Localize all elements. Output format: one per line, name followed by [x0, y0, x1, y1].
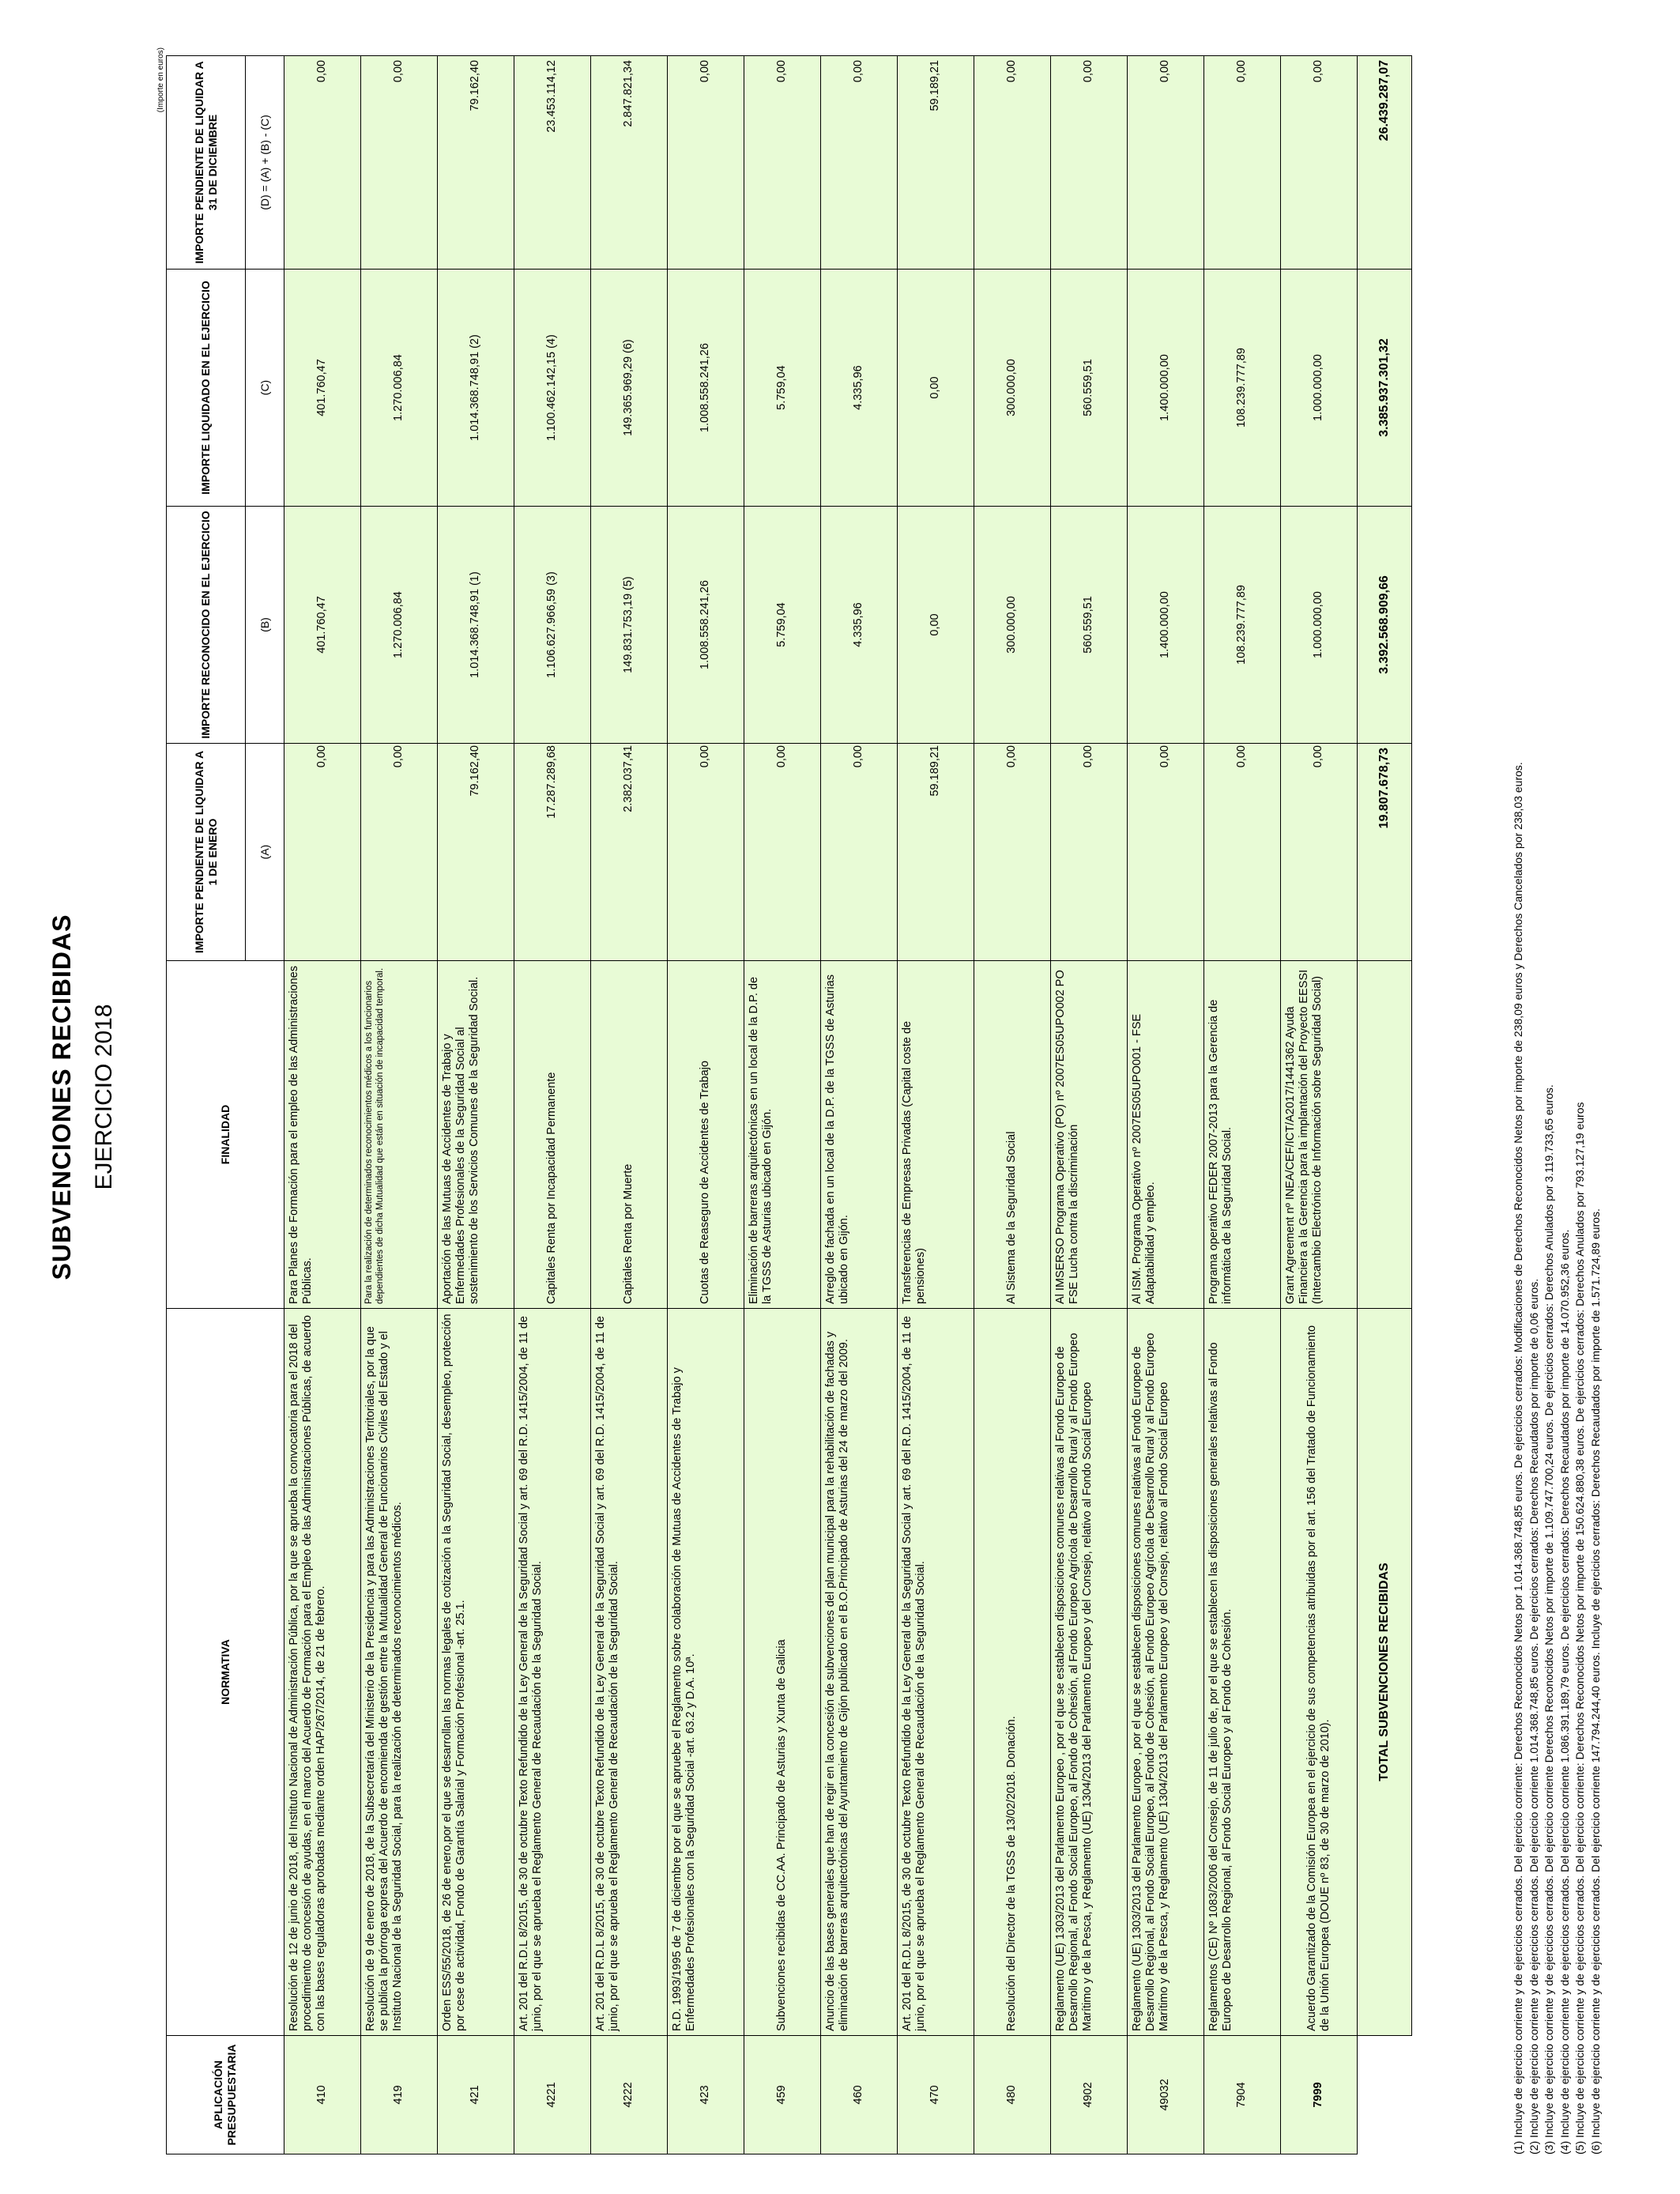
cell-amount-c: 149.365.969,29 (6) [591, 270, 668, 507]
cell-amount-c: 4.335,96 [821, 270, 898, 507]
cell-amount-d: 0,00 [361, 56, 438, 270]
cell-finalidad: Transferencias de Empresas Privadas (Capital coste de pensiones) [898, 961, 974, 1309]
cell-amount-b: 1.008.558.241,26 [668, 507, 744, 744]
cell-normativa: Art. 201 del R.D.L 8/2015, de 30 de octubre Texto Refundido de la Ley General de la Seguridad Social y art. 69 del R.D. 1415/2004, de 11 de junio, por el que se aprueba el Reglamento General de Recaudación de la Seguridad Social. [514, 1309, 591, 2036]
cell-amount-d: 0,00 [974, 56, 1051, 270]
total-amount-d: 26.439.287,07 [1358, 56, 1412, 270]
cell-amount-b: 149.831.753,19 (5) [591, 507, 668, 744]
table-row [668, 56, 744, 2154]
cell-amount-b: 300.000,00 [974, 507, 1051, 744]
cell-amount-c: 108.239.777,89 [1204, 270, 1281, 507]
cell-amount-b: 1.014.368.748,91 (1) [438, 507, 514, 744]
cell-amount-d: 0,00 [1204, 56, 1281, 270]
page-subtitle: EJERCICIO 2018 [91, 1004, 117, 1190]
cell-amount-a: 0,00 [1204, 744, 1281, 961]
total-amount-b: 3.392.568.909,66 [1358, 507, 1412, 744]
cell-amount-a: 0,00 [284, 744, 361, 961]
cell-amount-c: 0,00 [898, 270, 974, 507]
cell-amount-d: 0,00 [1128, 56, 1204, 270]
header-col-b: IMPORTE RECONOCIDO EN EL EJERCICIO [167, 507, 246, 744]
cell-normativa: Subvenciones recibidas de CC.AA. Principado de Asturias y Xunta de Galicia [744, 1309, 821, 2036]
footnote: (5) Incluye de ejercicio corriente y de ejercicios cerrados. Del ejercicio corriente: Derechos Reconocidos Netos por importe de 150.624.880,38 euros. De ejercicios cerrados: Derechos Anulados por 793.127,19 euros [1573, 1102, 1586, 2154]
cell-amount-d: 0,00 [1051, 56, 1128, 270]
cell-normativa: Reglamentos (CE) Nº 1083/2006 del Consejo, de 11 de julio de, por el que se establecen las disposiciones generales relativas al Fondo Europeo de Desarrollo Regional, al Fondo Social Europeo y al Fondo de Cohesión. [1204, 1309, 1281, 2036]
cell-amount-a: 0,00 [668, 744, 744, 961]
total-amount-c: 3.385.937.301,32 [1358, 270, 1412, 507]
cell-finalidad: Al IMSERSO Programa Operativo (PO) nº 2007ES05UPO002 PO FSE Lucha contra la discriminación [1051, 961, 1128, 1309]
cell-amount-d: 0,00 [744, 56, 821, 270]
cell-normativa: Resolución de 12 de junio de 2018, del Instituto Nacional de Administración Pública, por la que se aprueba la convocatoria para el 2018 del procedimiento de concesión de ayudas, en el marco del Acuerdo de Formación para el Empleo de las Administraciones Públicas, de acuerdo con las bases reguladoras aprobadas mediante orden HAP/267/2014, de 21 de febrero. [284, 1309, 361, 2036]
footnotes [1511, 60, 1603, 2154]
cell-aplicacion: 7999 [1281, 2036, 1358, 2154]
cell-amount-b: 5.759,04 [744, 507, 821, 744]
cell-amount-d: 0,00 [668, 56, 744, 270]
cell-amount-d: 23.453.114,12 [514, 56, 591, 270]
cell-amount-b: 0,00 [898, 507, 974, 744]
cell-amount-a: 79.162,40 [438, 744, 514, 961]
header-letter-d: (D) = (A) + (B) - (C) [246, 56, 284, 270]
cell-amount-d: 59.189,21 [898, 56, 974, 270]
cell-finalidad: Aportación de las Mutuas de Accidentes de Trabajo y Enfermedades Profesionales de la Seguridad Social al sostenimiento de los Servicios Comunes de la Seguridad Social. [438, 961, 514, 1309]
cell-amount-c: 1.008.558.241,26 [668, 270, 744, 507]
cell-aplicacion: 4222 [591, 2036, 668, 2154]
table-row [438, 56, 514, 2154]
table-row [1128, 56, 1204, 2154]
cell-amount-b: 560.559,51 [1051, 507, 1128, 744]
footnote: (3) Incluye de ejercicio corriente y de ejercicios cerrados. Del ejercicio corriente Derechos Reconocidos Netos por importe de 1.109.747.700,24 euros. De ejercicios cerrados: Derechos Anulados por 3.119.733,65 euros. [1543, 1084, 1555, 2154]
cell-amount-b: 1.400.000,00 [1128, 507, 1204, 744]
cell-amount-a: 17.287.289,68 [514, 744, 591, 961]
total-amount-a: 19.807.678,73 [1358, 744, 1412, 961]
total-label: TOTAL SUBVENCIONES RECIBIDAS [1358, 1309, 1412, 2036]
cell-amount-a: 0,00 [1051, 744, 1128, 961]
cell-amount-b: 1.106.627.966,59 (3) [514, 507, 591, 744]
cell-amount-d: 2.847.821,34 [591, 56, 668, 270]
cell-normativa: R.D. 1993/1995 de 7 de diciembre por el que se apruebe el Reglamento sobre colaboración de Mutuas de Accidentes de Trabajo y Enfermedades Profesionales con la Seguridad Social -art. 63.2 y D.A. 10ª. [668, 1309, 744, 2036]
cell-amount-c: 1.270.006,84 [361, 270, 438, 507]
cell-amount-d: 0,00 [1281, 56, 1358, 270]
cell-normativa: Acuerdo Garantizado de la Comisión Europea en el ejercicio de sus competencias atribuidas por el art. 156 del Tratado de Funcionamiento de la Unión Europea (DOUE nº 83, de 30 de marzo de 2010). [1281, 1309, 1358, 2036]
cell-finalidad: Para la realización de determinados reconocimientos médicos a los funcionarios dependientes de dicha Mutualidad que están en situación de incapacidad temporal. [361, 961, 438, 1309]
footnote: (2) Incluye de ejercicio corriente y de ejercicios cerrados. Del ejercicio corriente 1.014.368.748,85 euros. De ejercicios cerrados: Derechos Recaudados por importe de 0,06 euros. [1527, 1278, 1540, 2154]
table-row [1204, 56, 1281, 2154]
header-letter-c: (C) [246, 270, 284, 507]
cell-aplicacion: 4221 [514, 2036, 591, 2154]
cell-amount-a: 0,00 [974, 744, 1051, 961]
cell-aplicacion: 470 [898, 2036, 974, 2154]
footnote: (4) Incluye de ejercicio corriente y de ejercicios cerrados. Del ejercicio corriente 1.086.391.189,79 euros. De ejercicios cerrados: Derechos Recaudados por importe de 14.070.952,36 euros. [1558, 1229, 1571, 2154]
cell-amount-a: 59.189,21 [898, 744, 974, 961]
footnote: (6) Incluye de ejercicio corriente y de ejercicios cerrados. Del ejercicio corriente 147.794.244,40 euros. Incluye de ejercicios cerrados: Derechos Recaudados por importe de 1.571.724,89 euros. [1588, 1208, 1602, 2154]
table-row [591, 56, 668, 2154]
cell-amount-a: 0,00 [744, 744, 821, 961]
header-col-c: IMPORTE LIQUIDADO EN EL EJERCICIO [167, 270, 246, 507]
table-row [284, 56, 361, 2154]
cell-normativa: Resolución del Director de la TGSS de 13/02/2018. Donación. [974, 1309, 1051, 2036]
cell-aplicacion: 423 [668, 2036, 744, 2154]
header-finalidad: FINALIDAD [167, 961, 284, 1309]
cell-amount-d: 79.162,40 [438, 56, 514, 270]
cell-amount-a: 2.382.037,41 [591, 744, 668, 961]
cell-amount-d: 0,00 [284, 56, 361, 270]
table-row [1281, 56, 1358, 2154]
cell-aplicacion: 410 [284, 2036, 361, 2154]
cell-amount-b: 108.239.777,89 [1204, 507, 1281, 744]
cell-normativa: Reglamento (UE) 1303/2013 del Parlamento Europeo , por el que se establecen disposiciones comunes relativas al Fondo Europeo de Desarrollo Regional, al Fondo Social Europeo, al Fondo de Cohesión, al Fondo Europeo Agrícola de Desarrollo Rural y al Fondo Europeo Marítimo y de la Pesca, y Reglamento (UE) 1304/2013 del Parlamento Europeo y del Consejo, relativo al Fondo Social Europeo [1051, 1309, 1128, 2036]
cell-finalidad: Para Planes de Formación para el empleo de las Administraciones Públicas. [284, 961, 361, 1309]
cell-aplicacion: 480 [974, 2036, 1051, 2154]
table-row [821, 56, 898, 2154]
table-row [1051, 56, 1128, 2154]
total-row [1358, 56, 1412, 2154]
cell-amount-b: 4.335,96 [821, 507, 898, 744]
cell-finalidad: Al ISM. Programa Operativo nº 2007ES05UPO001 - FSE Adaptabilidad y empleo. [1128, 961, 1204, 1309]
cell-normativa: Art. 201 del R.D.L 8/2015, de 30 de octubre Texto Refundido de la Ley General de la Seguridad Social y art. 69 del R.D. 1415/2004, de 11 de junio, por el que se aprueba el Reglamento General de Recaudación de la Seguridad Social. [591, 1309, 668, 2036]
cell-aplicacion: 4902 [1051, 2036, 1128, 2154]
cell-finalidad: Arreglo de fachada en un local de la D.P. de la TGSS de Asturias ubicado en Gijón. [821, 961, 898, 1309]
cell-finalidad: Capitales Renta por Muerte [591, 961, 668, 1309]
cell-aplicacion: 49032 [1128, 2036, 1204, 2154]
cell-finalidad: Programa operativo FEDER 2007-2013 para la Gerencia de informática de la Seguridad Social. [1204, 961, 1281, 1309]
table-row [514, 56, 591, 2154]
cell-finalidad: Grant Agreement nº INEA/CEF/ICT/A2017/1441362 Ayuda Financiera a la Gerencia para la implantación del Proyecto EESSI (Intercambio Electrónico de Información sobre Seguridad Social) [1281, 961, 1358, 1309]
cell-amount-c: 1.400.000,00 [1128, 270, 1204, 507]
table-row [361, 56, 438, 2154]
cell-finalidad: Al Sistema de la Seguridad Social [974, 961, 1051, 1309]
cell-normativa: Anuncio de las bases generales que han de regir en la concesión de subvenciones del plan municipal para la rehabilitación de fachadas y eliminación de barreras arquitectónicas del Ayuntamiento de Gijón publicado en el B.O.Principado de Asturias del 24 de marzo del 2009. [821, 1309, 898, 2036]
cell-amount-c: 1.014.368.748,91 (2) [438, 270, 514, 507]
table-row [744, 56, 821, 2154]
units-note: (Importe en euros) [156, 47, 165, 113]
cell-aplicacion: 460 [821, 2036, 898, 2154]
cell-amount-c: 401.760,47 [284, 270, 361, 507]
cell-amount-d: 0,00 [821, 56, 898, 270]
table-row [974, 56, 1051, 2154]
subsidies-table [166, 55, 1412, 2154]
cell-amount-a: 0,00 [1128, 744, 1204, 961]
cell-amount-c: 560.559,51 [1051, 270, 1128, 507]
header-normativa: NORMATIVA [167, 1309, 284, 2036]
cell-normativa: Art. 201 del R.D.L 8/2015, de 30 de octubre Texto Refundido de la Ley General de la Seguridad Social y art. 69 del R.D. 1415/2004, de 11 de junio, por el que se aprueba el Reglamento General de Recaudación de la Seguridad Social. [898, 1309, 974, 2036]
cell-normativa: Orden ESS/55/2018, de 26 de enero,por el que se desarrollan las normas legales de cotización a la Seguridad Social, desempleo, protección por cese de actividad, Fondo de Garantía Salarial y Formación Profesional -art. 25.1. [438, 1309, 514, 2036]
header-letter-a: (A) [246, 744, 284, 961]
cell-finalidad: Cuotas de Reaseguro de Accidentes de Trabajo [668, 961, 744, 1309]
cell-aplicacion: 421 [438, 2036, 514, 2154]
header-letter-b: (B) [246, 507, 284, 744]
cell-finalidad: Capitales Renta por Incapacidad Permanente [514, 961, 591, 1309]
page-title: SUBVENCIONES RECIBIDAS [47, 914, 76, 1280]
header-col-d: IMPORTE PENDIENTE DE LIQUIDAR A 31 DE DICIEMBRE [167, 56, 246, 270]
cell-amount-c: 300.000,00 [974, 270, 1051, 507]
cell-amount-a: 0,00 [821, 744, 898, 961]
cell-aplicacion: 459 [744, 2036, 821, 2154]
cell-amount-c: 1.000.000,00 [1281, 270, 1358, 507]
total-spacer [1358, 2036, 1412, 2154]
cell-aplicacion: 7904 [1204, 2036, 1281, 2154]
cell-amount-c: 5.759,04 [744, 270, 821, 507]
cell-amount-b: 1.270.006,84 [361, 507, 438, 744]
footnote: (1) Incluye de ejercicio corriente y de ejercicios cerrados. Del ejercicio corriente: Derechos Reconocidos Netos por 1.014.368.748,85 euros. De ejercicios cerrados: Modificaciones de Derechos Reconocidos Netos por importe de 238,09 euros y Derechos Cancelados por 238,03 euros. [1512, 762, 1524, 2154]
cell-amount-a: 0,00 [1281, 744, 1358, 961]
cell-amount-c: 1.100.462.142,15 (4) [514, 270, 591, 507]
cell-amount-b: 401.760,47 [284, 507, 361, 744]
cell-normativa: Reglamento (UE) 1303/2013 del Parlamento Europeo , por el que se establecen disposiciones comunes relativas al Fondo Europeo de Desarrollo Regional, al Fondo Social Europeo, al Fondo de Cohesión, al Fondo Europeo Agrícola de Desarrollo Rural y al Fondo Europeo Marítimo y de la Pesca, y Reglamento (UE) 1304/2013 del Parlamento Europeo y del Consejo, relativo al Fondo Social Europeo [1128, 1309, 1204, 2036]
cell-normativa: Resolución de 9 de enero de 2018, de la Subsecretaría del Ministerio de la Presidencia y para las Administraciones Territoriales, por la que se publica la prórroga expresa del Acuerdo de encomienda de gestión entre la Mutualidad General de Funcionarios Civiles del Estado y el Instituto Nacional de la Seguridad Social, para la realización de determinados reconocimientos médicos. [361, 1309, 438, 2036]
cell-finalidad: Eliminación de barreras arquitectónicas en un local de la D.P. de la TGSS de Asturias ubicado en Gijón. [744, 961, 821, 1309]
header-aplicacion: APLICACIÓN PRESUPUESTARIA [167, 2036, 284, 2154]
total-finalidad-empty [1358, 961, 1412, 1309]
cell-amount-b: 1.000.000,00 [1281, 507, 1358, 744]
table-row [898, 56, 974, 2154]
cell-amount-a: 0,00 [361, 744, 438, 961]
header-col-a: IMPORTE PENDIENTE DE LIQUIDAR A 1 DE ENERO [167, 744, 246, 961]
cell-aplicacion: 419 [361, 2036, 438, 2154]
